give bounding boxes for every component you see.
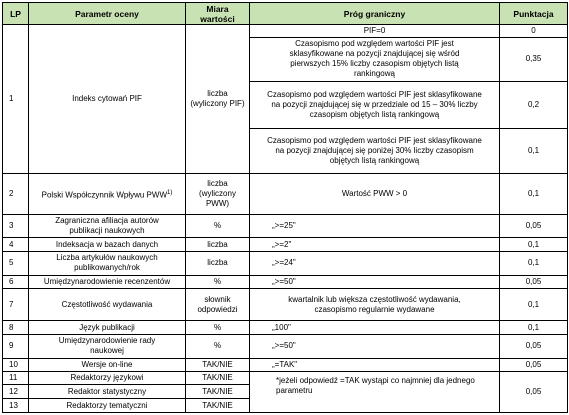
miara-cell: % bbox=[186, 214, 250, 237]
lp-cell: 1 bbox=[3, 25, 29, 174]
points-cell: 0,1 bbox=[500, 238, 568, 252]
param-cell: Wersje on-line bbox=[29, 358, 186, 372]
points-cell: 0,05 bbox=[500, 214, 568, 237]
points-cell: 0,05 bbox=[500, 358, 568, 372]
prog-cell: Czasopismo pod względem wartości PIF jest sklasyfikowane na pozycji znajdującej się wśród pierwszych 15% liczby czasopism objętych listą rankingową bbox=[250, 38, 500, 82]
prog-cell: PIF=0 bbox=[250, 25, 500, 38]
lp-cell: 6 bbox=[3, 275, 29, 289]
prog-cell: Czasopismo pod względem wartości PIF jest sklasyfikowane na pozycji znajdującej się poniżej 30% liczby czasopism objętych listą rankingową bbox=[250, 128, 500, 174]
param-cell: Redaktorzy językowi bbox=[29, 372, 186, 385]
table-row bbox=[3, 335, 568, 358]
miara-cell: liczba bbox=[186, 252, 250, 275]
points-cell: 0,1 bbox=[500, 174, 568, 214]
lp-cell: 4 bbox=[3, 238, 29, 252]
param-cell: Umiędzynarodowienie rady naukowej bbox=[29, 335, 186, 358]
lp-cell: 12 bbox=[3, 385, 29, 399]
miara-cell: TAK/NIE bbox=[186, 385, 250, 399]
param-cell bbox=[29, 174, 186, 214]
header-parametr: Parametr oceny bbox=[29, 3, 186, 25]
points-cell: 0,1 bbox=[500, 289, 568, 321]
note-cell: *jeżeli odpowiedź =TAK wystąpi co najmniej dla jednego parametru bbox=[250, 372, 500, 413]
header-lp: LP bbox=[3, 3, 29, 25]
param-cell: Umiędzynarodowienie recenzentów bbox=[29, 275, 186, 289]
prog-cell: „>=50" bbox=[250, 335, 500, 358]
points-cell: 0,1 bbox=[500, 128, 568, 174]
prog-cell: „>=50" bbox=[250, 275, 500, 289]
param-cell: Indeks cytowań PIF bbox=[29, 25, 186, 174]
table-row bbox=[3, 174, 568, 214]
table-row bbox=[3, 238, 568, 252]
prog-cell: „>=24" bbox=[250, 252, 500, 275]
param-cell: Liczba artykułów naukowych publikowanych/rok bbox=[29, 252, 186, 275]
points-cell: 0,05 bbox=[500, 275, 568, 289]
points-cell: 0,05 bbox=[500, 335, 568, 358]
param-text: Polski Współczynnik Wpływu PWW bbox=[41, 190, 167, 200]
miara-cell: TAK/NIE bbox=[186, 372, 250, 385]
prog-cell: Czasopismo pod względem wartości PIF jest sklasyfikowane na pozycji znajdującej się w przedziale od 15 – 30% liczby czasopism objętych listą rankingową bbox=[250, 81, 500, 128]
param-cell: Język publikacji bbox=[29, 321, 186, 335]
lp-cell: 13 bbox=[3, 399, 29, 413]
lp-cell: 10 bbox=[3, 358, 29, 372]
param-cell: Zagraniczna afiliacja autorów publikacji naukowych bbox=[29, 214, 186, 237]
table-row bbox=[3, 214, 568, 237]
prog-cell: „=TAK" bbox=[250, 358, 500, 372]
points-cell: 0,35 bbox=[500, 38, 568, 82]
points-cell: 0 bbox=[500, 25, 568, 38]
miara-cell: liczba bbox=[186, 238, 250, 252]
lp-cell: 8 bbox=[3, 321, 29, 335]
prog-cell: kwartalnik lub większa częstotliwość wydawania, czasopismo regularnie wydawane bbox=[250, 289, 500, 321]
header-prog: Próg graniczny bbox=[250, 3, 500, 25]
table-row bbox=[3, 321, 568, 335]
points-cell: 0,05 bbox=[500, 372, 568, 413]
footnote-marker: 1) bbox=[167, 189, 173, 196]
lp-cell: 11 bbox=[3, 372, 29, 385]
prog-cell: „>=2" bbox=[250, 238, 500, 252]
prog-cell: „>=25" bbox=[250, 214, 500, 237]
lp-cell: 9 bbox=[3, 335, 29, 358]
prog-cell: Wartość PWW > 0 bbox=[250, 174, 500, 214]
param-cell: Częstotliwość wydawania bbox=[29, 289, 186, 321]
header-miara: Miara wartości bbox=[186, 3, 250, 25]
table-row bbox=[3, 358, 568, 372]
lp-cell: 3 bbox=[3, 214, 29, 237]
miara-cell: % bbox=[186, 321, 250, 335]
miara-cell: słownik odpowiedzi bbox=[186, 289, 250, 321]
table-row bbox=[3, 252, 568, 275]
lp-cell: 7 bbox=[3, 289, 29, 321]
miara-cell: liczba (wyliczony PIF) bbox=[186, 25, 250, 174]
param-cell: Redaktor statystyczny bbox=[29, 385, 186, 399]
miara-cell: TAK/NIE bbox=[186, 399, 250, 413]
table-row bbox=[3, 372, 568, 385]
miara-cell: liczba (wyliczony PWW) bbox=[186, 174, 250, 214]
param-cell: Indeksacja w bazach danych bbox=[29, 238, 186, 252]
points-cell: 0,2 bbox=[500, 81, 568, 128]
header-punktacja: Punktacja bbox=[500, 3, 568, 25]
param-cell: Redaktorzy tematyczni bbox=[29, 399, 186, 413]
points-cell: 0,1 bbox=[500, 321, 568, 335]
lp-cell: 5 bbox=[3, 252, 29, 275]
lp-cell: 2 bbox=[3, 174, 29, 214]
prog-cell: „100" bbox=[250, 321, 500, 335]
header-row bbox=[3, 3, 568, 25]
miara-cell: % bbox=[186, 335, 250, 358]
table-row bbox=[3, 289, 568, 321]
miara-cell: % bbox=[186, 275, 250, 289]
scoring-table bbox=[2, 2, 568, 413]
table-row bbox=[3, 275, 568, 289]
table-row bbox=[3, 25, 568, 38]
points-cell: 0,1 bbox=[500, 252, 568, 275]
miara-cell: TAK/NIE bbox=[186, 358, 250, 372]
